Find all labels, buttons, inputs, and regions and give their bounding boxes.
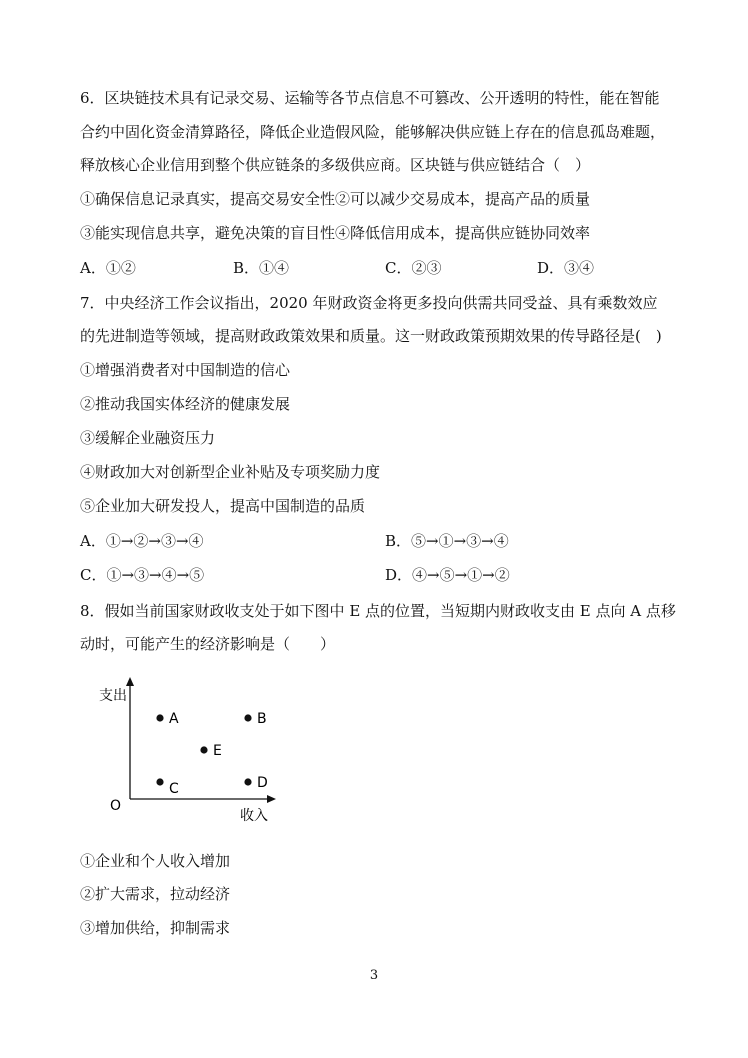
q7-item-1: ①增强消费者对中国制造的信心: [80, 361, 291, 379]
q7-stem-line-2: 的先进制造等领域，提高财政政策效果和质量。这一财政政策预期效果的传导路径是( ): [80, 327, 662, 345]
q7-stem-line-1: 7．中央经济工作会议指出，2020 年财政资金将更多投向供需共同受益、具有乘数效应: [80, 294, 658, 312]
q6-stem-line-3: 释放核心企业信用到整个供应链条的多级供应商。区块链与供应链结合（ ）: [80, 156, 591, 174]
q7-option-d: D．④→⑤→①→②: [385, 566, 510, 584]
q8-item-2: ②扩大需求，拉动经济: [80, 885, 231, 903]
q7-item-5: ⑤企业加大研发投人，提高中国制造的品质: [80, 497, 366, 515]
q8-stem-line-2: 动时，可能产生的经济影响是（ ）: [80, 635, 336, 653]
q7-option-b: B．⑤→①→③→④: [385, 532, 509, 550]
q8-item-1: ①企业和个人收入增加: [80, 852, 231, 870]
x-axis-arrow: [267, 795, 276, 803]
y-axis-arrow: [126, 677, 134, 686]
point-c: [156, 778, 163, 785]
page-number: 3: [369, 968, 379, 983]
point-d: [244, 778, 251, 785]
q8-item-3: ③增加供给，抑制需求: [80, 919, 231, 937]
origin-label: O: [110, 798, 122, 814]
q6-option-a: A．①②: [80, 259, 136, 277]
q8-stem-line-1: 8．假如当前国家财政收支处于如下图中 E 点的位置，当短期内财政收支由 E 点向 A 点移: [80, 602, 676, 620]
q7-option-c: C．①→③→④→⑤: [80, 566, 205, 584]
point-e: [200, 746, 207, 753]
point-label-b: B: [257, 711, 267, 727]
q7-item-4: ④财政加大对创新型企业补贴及专项奖励力度: [80, 463, 381, 481]
q7-item-3: ③缓解企业融资压力: [80, 429, 216, 447]
point-b: [244, 714, 251, 721]
q6-option-c: C．②③: [385, 259, 442, 277]
q6-stem-line-2: 合约中固化资金清算路径，降低企业造假风险，能够解决供应链上存在的信息孤岛难题，: [80, 123, 666, 141]
q6-option-d: D．③④: [537, 259, 595, 277]
point-a: [156, 714, 163, 721]
fiscal-diagram: [95, 675, 295, 835]
y-axis-label: 支出: [99, 688, 127, 704]
q6-stem-line-1: 6．区块链技术具有记录交易、运输等各节点信息不可篡改、公开透明的特性，能在智能: [80, 89, 660, 107]
x-axis-label: 收入: [240, 808, 268, 824]
q6-option-b: B．①④: [233, 259, 290, 277]
point-label-e: E: [213, 743, 222, 759]
q6-statement-3-4: ③能实现信息共享，避免决策的盲目性④降低信用成本，提高供应链协同效率: [80, 224, 591, 242]
q7-item-2: ②推动我国实体经济的健康发展: [80, 395, 291, 413]
q6-statement-1-2: ①确保信息记录真实，提高交易安全性②可以减少交易成本，提高产品的质量: [80, 190, 591, 208]
point-label-c: C: [169, 781, 179, 797]
q7-option-a: A．①→②→③→④: [80, 532, 204, 550]
points-layer: [156, 711, 267, 797]
fiscal-diagram-svg: [95, 675, 295, 835]
point-label-a: A: [169, 711, 179, 727]
point-label-d: D: [257, 775, 268, 791]
